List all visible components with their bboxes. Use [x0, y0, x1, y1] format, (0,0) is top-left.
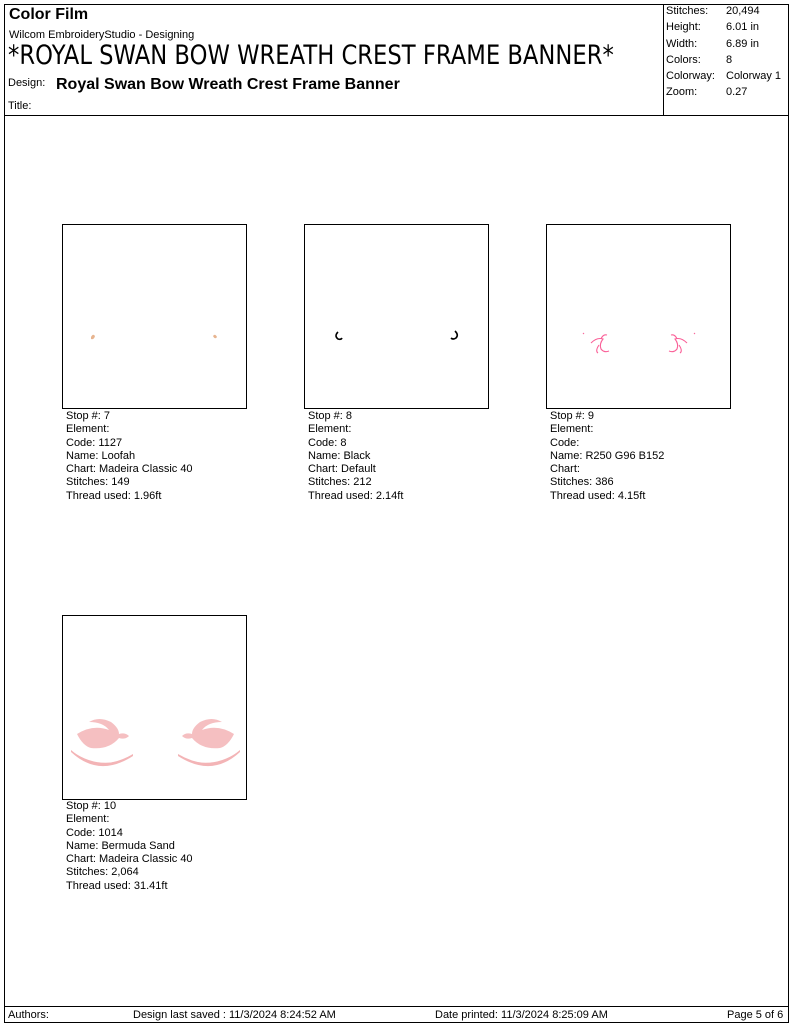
stop-9-thumbnail	[546, 224, 731, 409]
stat-value: 20,494	[726, 5, 760, 17]
stop-code: Code: 8	[308, 436, 347, 449]
stop-stitches: Stitches: 149	[66, 476, 130, 489]
stat-label: Colors:	[666, 53, 701, 66]
stat-value: 0.27	[726, 86, 748, 99]
stop-name: Name: Bermuda Sand	[66, 839, 175, 852]
stat-colorway	[666, 70, 790, 86]
stop-thread: Thread used: 4.15ft	[550, 489, 646, 502]
stop-code: Code:	[550, 436, 580, 449]
stat-label: Height:	[666, 21, 701, 34]
design-label: Design:	[8, 77, 46, 89]
stop-element: Element:	[550, 423, 594, 436]
stat-label: Width:	[666, 37, 698, 50]
stop-7-info	[66, 410, 193, 503]
stop-7-thumbnail	[62, 224, 247, 409]
stop-element: Element:	[308, 423, 352, 436]
footer-divider	[4, 1006, 789, 1007]
stop-9-info	[550, 410, 664, 503]
stat-value: 8	[726, 53, 733, 66]
software-name: Wilcom EmbroideryStudio - Designing	[9, 29, 195, 41]
stop-number: Stop #: 10	[66, 800, 117, 812]
stop-thread: Thread used: 1.96ft	[66, 489, 162, 502]
stop-chart: Chart: Madeira Classic 40	[66, 853, 193, 866]
stop-name: Name: Loofah	[66, 449, 136, 462]
report-title: Color Film	[9, 6, 89, 23]
stop-number: Stop #: 8	[308, 410, 353, 422]
stop-code: Code: 1014	[66, 826, 123, 839]
design-name: Royal Swan Bow Wreath Crest Frame Banner	[56, 76, 400, 93]
stat-zoom	[666, 86, 790, 102]
design-stats	[666, 5, 790, 103]
title-label: Title:	[8, 100, 32, 112]
stop-8-info	[308, 410, 403, 503]
footer-last-saved: Design last saved : 11/3/2024 8:24:52 AM	[133, 1009, 336, 1021]
stop-name: Name: Black	[308, 449, 371, 462]
stat-label: Zoom:	[666, 86, 698, 99]
stop-number: Stop #: 9	[550, 410, 595, 422]
stop-code: Code: 1127	[66, 436, 123, 449]
design-big-title: *ROYAL SWAN BOW WREATH CREST FRAME BANNER*	[8, 40, 614, 71]
stat-value: Colorway 1	[726, 70, 782, 83]
stop-element: Element:	[66, 423, 110, 436]
footer-authors: Authors:	[8, 1009, 49, 1021]
stop-10-info	[66, 800, 193, 893]
stop-8-thumbnail	[304, 224, 489, 409]
bow-ribbon-marks-icon	[547, 225, 732, 410]
stop-10-thumbnail	[62, 615, 247, 800]
stop-chart: Chart: Madeira Classic 40	[66, 463, 193, 476]
stop-stitches: Stitches: 2,064	[66, 866, 139, 879]
stat-value: 6.01 in	[726, 21, 760, 34]
stat-height	[666, 21, 790, 37]
stop-number: Stop #: 7	[66, 410, 111, 422]
stat-label: Stitches:	[666, 5, 709, 17]
small-leaf-marks-icon	[63, 225, 248, 410]
stop-thread: Thread used: 31.41ft	[66, 879, 168, 892]
stat-colors	[666, 54, 790, 70]
stop-stitches: Stitches: 386	[550, 476, 614, 489]
small-hook-marks-icon	[305, 225, 490, 410]
stop-thread: Thread used: 2.14ft	[308, 489, 404, 502]
stop-name: Name: R250 G96 B152	[550, 449, 665, 462]
stop-stitches: Stitches: 212	[308, 476, 372, 489]
stop-element: Element:	[66, 813, 110, 826]
stop-chart: Chart:	[550, 463, 580, 476]
stop-chart: Chart: Default	[308, 463, 376, 476]
swan-shapes-icon	[63, 616, 248, 801]
stat-value: 6.89 in	[726, 37, 760, 50]
stats-divider	[663, 4, 664, 115]
stat-label: Colorway:	[666, 70, 715, 83]
footer-page-number: Page 5 of 6	[727, 1009, 784, 1021]
header-divider	[4, 115, 789, 116]
stat-stitches	[666, 5, 790, 21]
footer-date-printed: Date printed: 11/3/2024 8:25:09 AM	[435, 1009, 608, 1021]
stat-width	[666, 38, 790, 54]
